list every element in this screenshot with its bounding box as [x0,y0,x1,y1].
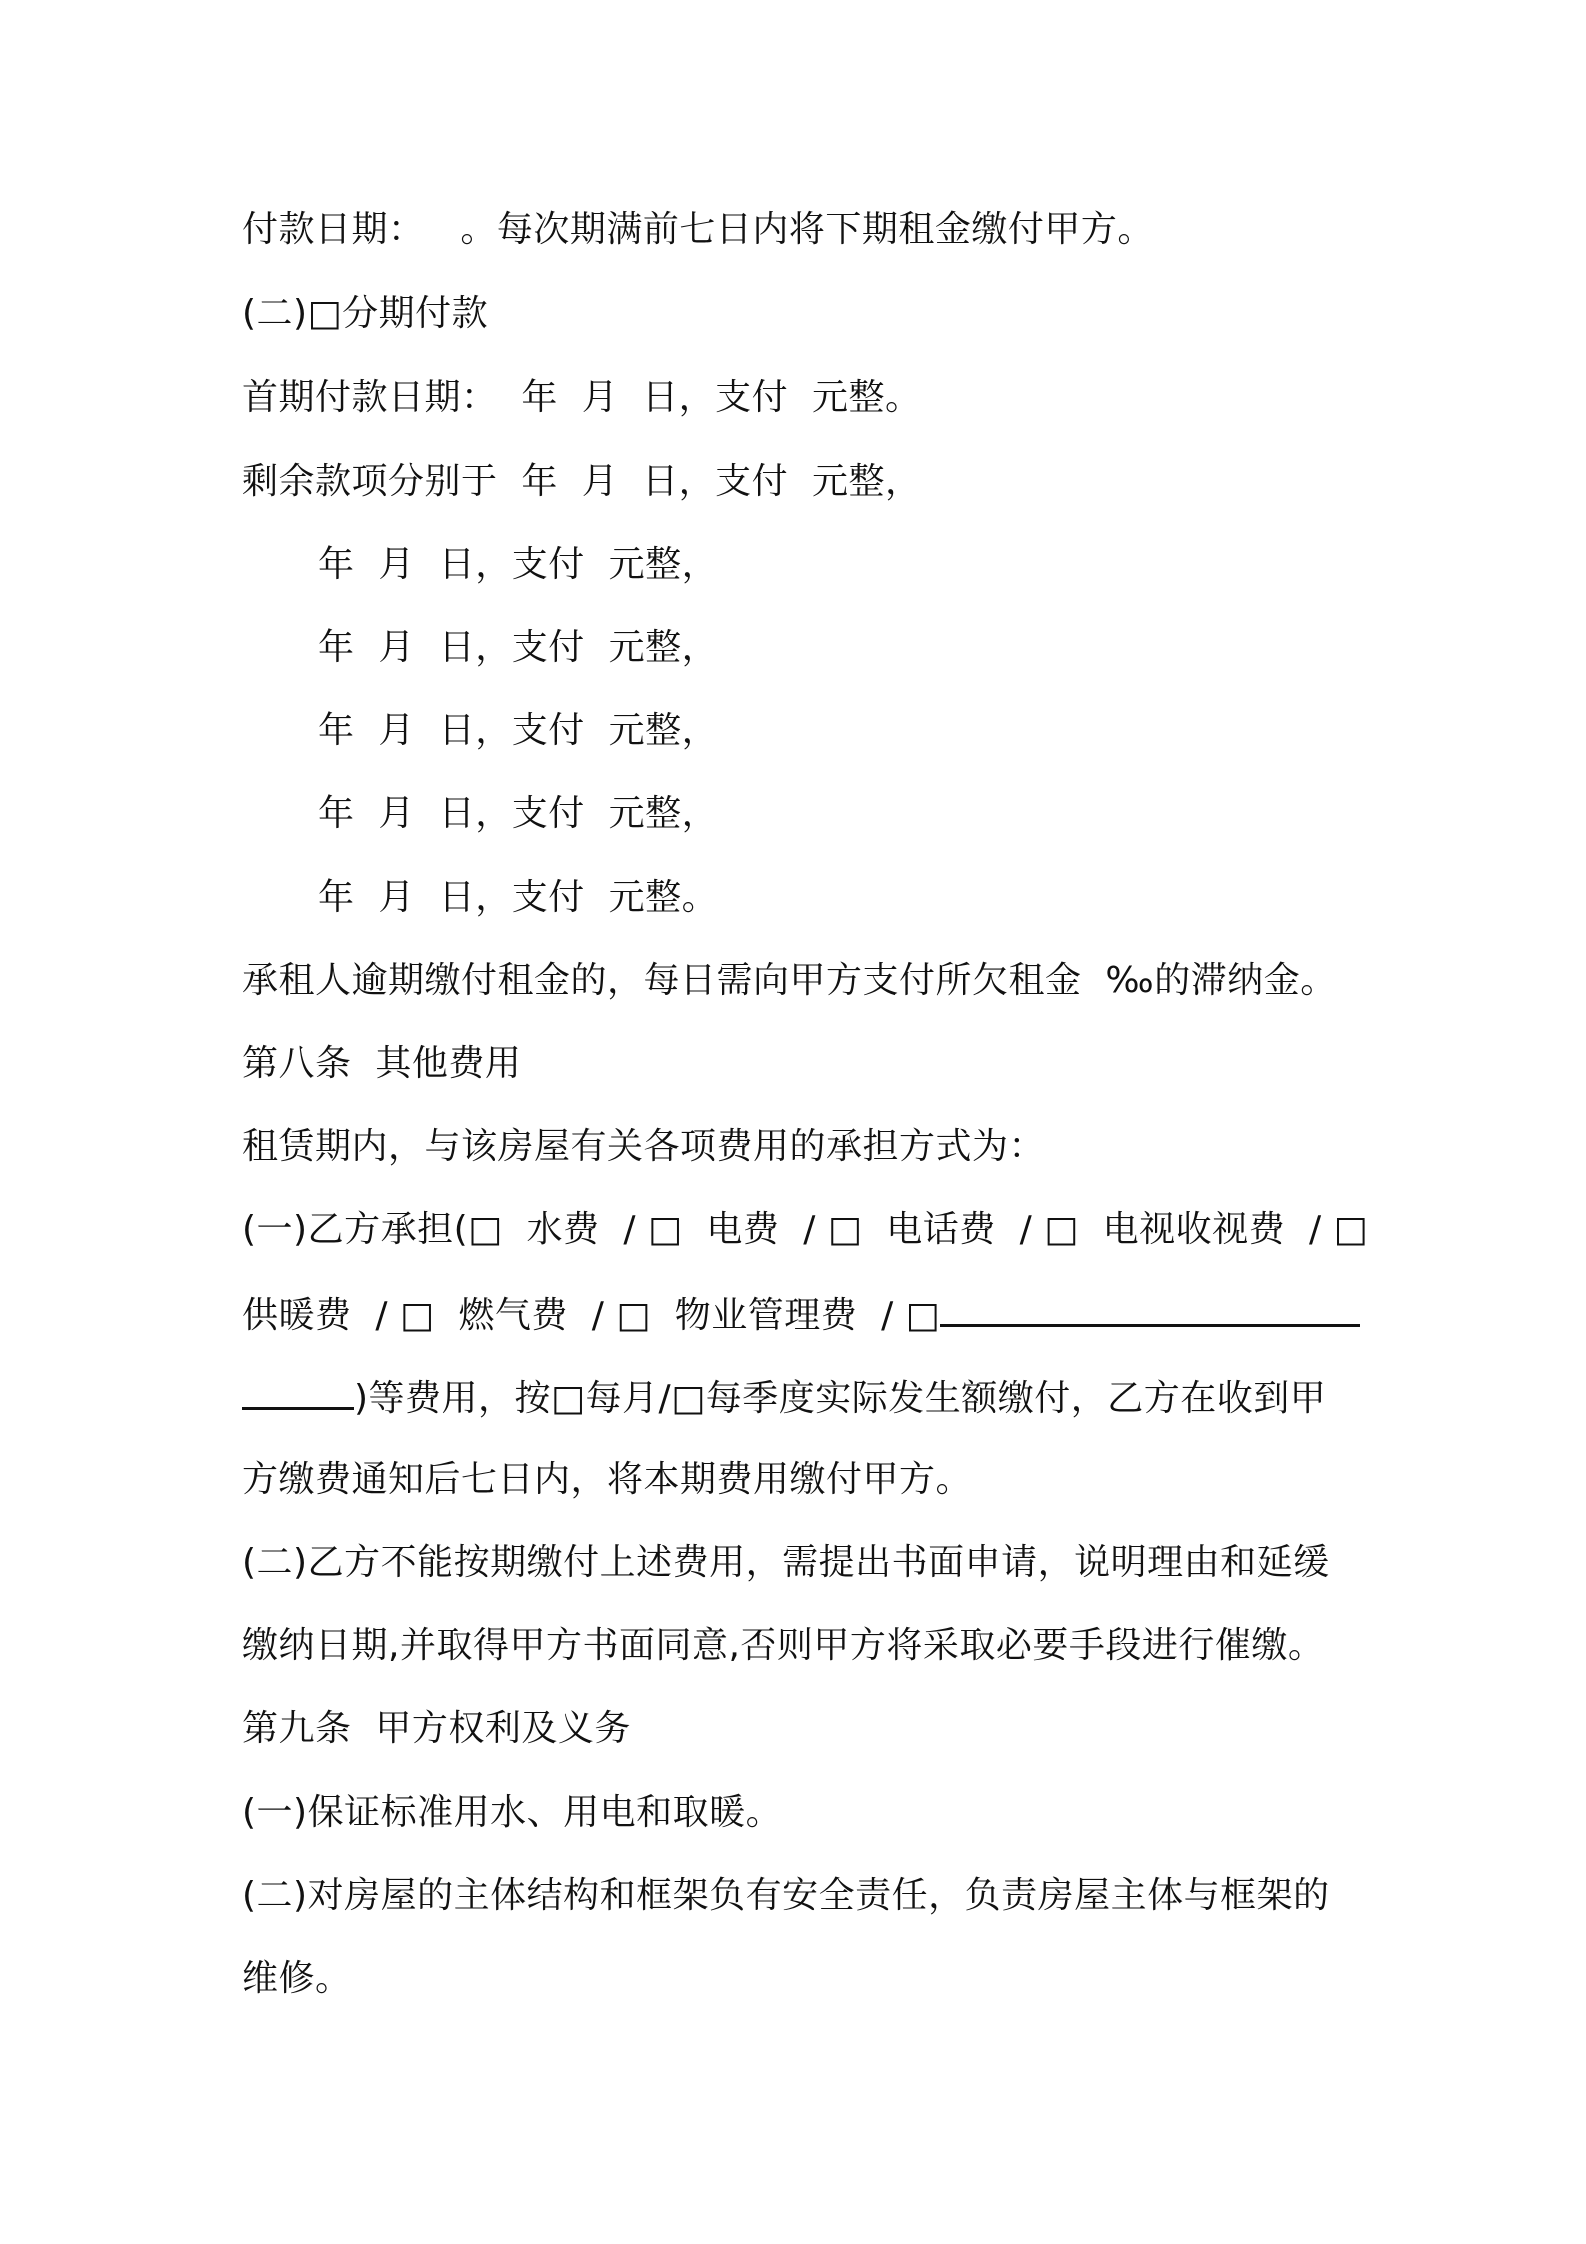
installment-line: 年 月 日，支付 元整， [318,793,719,834]
first-payment-line: 首期付款日期： 年 月 日，支付 元整。 [242,377,922,418]
obligation-2-line-2: 维修。 [242,1958,352,1999]
fee-bearing-line: 租赁期内，与该房屋有关各项费用的承担方式为： [242,1126,1046,1167]
remaining-payment-line: 剩余款项分别于 年 月 日，支付 元整， [242,461,922,502]
installment-line: 年 月 日，支付 元整， [318,544,719,585]
installment-line: 年 月 日，支付 元整。 [318,877,719,918]
obligation-2-line: (二)对房屋的主体结构和框架负有安全责任，负责房屋主体与框架的 [242,1875,1330,1916]
installment-heading: (二)□分期付款 [242,293,489,334]
article-9-heading: 第九条 甲方权利及义务 [242,1708,631,1749]
late-fee-line: 承租人逾期缴付租金的，每日需向甲方支付所欠租金 ‰的滞纳金。 [242,960,1337,1001]
blank-underline [940,1290,1360,1327]
fee-notice-line: 方缴费通知后七日内，将本期费用缴付甲方。 [242,1459,973,1500]
fee-list-text: )等费用，按□每月/□每季度实际发生额缴付，乙方在收到甲 [354,1378,1327,1419]
fee-list-line-1: (一)乙方承担(□ 水费 / □ 电费 / □ 电话费 / □ 电视收视费 / □ [242,1209,1369,1250]
article-8-heading: 第八条 其他费用 [242,1043,522,1084]
fee-list-line-3 [242,1373,1326,1423]
payment-date-line: 付款日期： 。每次期满前七日内将下期租金缴付甲方。 [242,209,1154,250]
late-application-line-2: 缴纳日期,并取得甲方书面同意,否则甲方将采取必要手段进行催缴。 [242,1625,1325,1666]
blank-underline [242,1373,354,1410]
installment-line: 年 月 日，支付 元整， [318,710,719,751]
obligation-1-line: (一)保证标准用水、用电和取暖。 [242,1792,783,1833]
fee-list-text: 供暖费 / □ 燃气费 / □ 物业管理费 / □ [242,1295,941,1336]
fee-list-line-2 [242,1290,1360,1340]
late-application-line: (二)乙方不能按期缴付上述费用，需提出书面申请，说明理由和延缓 [242,1542,1330,1583]
installment-line: 年 月 日，支付 元整， [318,627,719,668]
